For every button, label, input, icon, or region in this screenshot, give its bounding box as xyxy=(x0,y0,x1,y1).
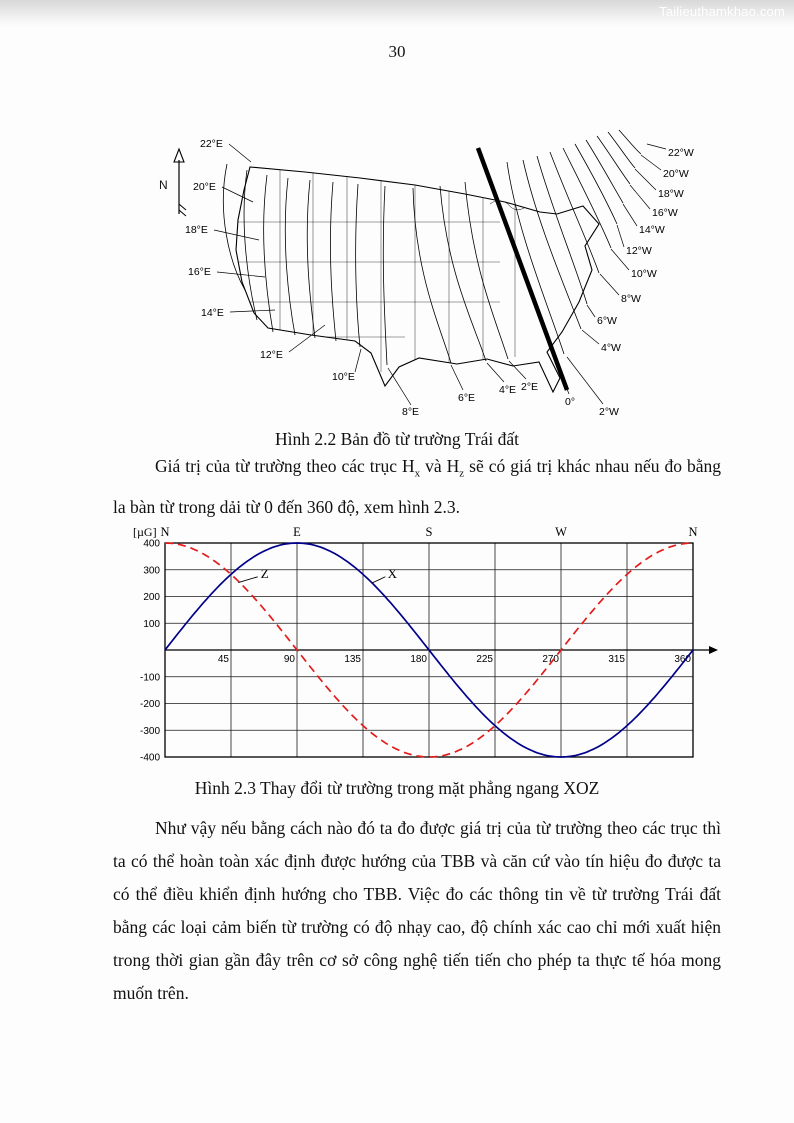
declination-label-8E: 8°E xyxy=(402,406,420,418)
us-declination-map-svg xyxy=(155,122,700,422)
svg-text:-100: -100 xyxy=(139,672,160,684)
svg-text:135: 135 xyxy=(344,654,361,665)
annotation-X: X xyxy=(387,565,398,581)
svg-text:100: 100 xyxy=(143,618,160,630)
declination-label-14E: 14°E xyxy=(201,307,224,319)
declination-label-20W: 20°W xyxy=(663,168,689,180)
figure-2-3-chart xyxy=(130,521,750,777)
declination-label-14W: 14°W xyxy=(639,224,665,236)
declination-label-4E: 4°E xyxy=(499,384,517,396)
declination-label-0: 0° xyxy=(565,396,576,408)
paragraph-1-text: sẽ có giá trị khác nhau nếu đo bằng la bàn từ trong dải từ 0 đến 360 độ, xem hình 2.3. xyxy=(113,456,721,517)
svg-text:-300: -300 xyxy=(139,725,160,737)
declination-label-18E: 18°E xyxy=(185,224,208,236)
agonic-line xyxy=(478,148,567,390)
north-compass xyxy=(159,146,193,224)
declination-label-4W: 4°W xyxy=(601,342,621,354)
annotation-leader-X xyxy=(372,577,386,583)
us-map-outline xyxy=(236,167,599,392)
svg-text:45: 45 xyxy=(217,654,229,665)
svg-text:-400: -400 xyxy=(139,752,160,764)
paragraph-magnetic-values xyxy=(113,450,721,524)
svg-text:360: 360 xyxy=(674,654,691,665)
declination-label-16E: 16°E xyxy=(188,266,211,278)
declination-label-2E: 2°E xyxy=(521,381,539,393)
svg-text:400: 400 xyxy=(143,538,160,550)
compass-north-label: N xyxy=(159,178,168,192)
declination-label-22E: 22°E xyxy=(200,138,223,150)
figure-2-2-map xyxy=(155,122,715,430)
svg-text:200: 200 xyxy=(143,592,160,603)
declination-label-12E: 12°E xyxy=(260,349,283,361)
figure-2-2-caption: Hình 2.2 Bản đồ từ trường Trái đất xyxy=(274,429,520,449)
svg-text:N: N xyxy=(160,525,170,539)
declination-label-22W: 22°W xyxy=(668,147,694,159)
declination-label-18W: 18°W xyxy=(658,188,684,200)
svg-text:E: E xyxy=(293,525,301,539)
subscript-x: x xyxy=(414,467,421,480)
watermark: Tailieuthamkhao.com xyxy=(659,4,785,19)
annotation-Z: Z xyxy=(260,565,269,581)
declination-label-8W: 8°W xyxy=(621,293,641,305)
paragraph-1-text: Giá trị của từ trường theo các trục H xyxy=(155,456,415,476)
svg-text:300: 300 xyxy=(143,565,160,577)
declination-label-20E: 20°E xyxy=(193,181,216,193)
svg-text:[µG]: [µG] xyxy=(133,525,157,539)
declination-chart-svg xyxy=(130,521,750,777)
paragraph-conclusion: Như vậy nếu bằng cách nào đó ta đo được giá trị của từ trường theo các trục thì ta có thể hoàn toàn xác định được hướng của TBB và căn cứ vào tín hiệu đo được ta có thể điều khiển định hướng cho TBB. Việc đo các thông tin về từ trường Trái đất bằng các loại cảm biến từ trường có độ nhạy cao, độ chính xác cao chỉ mới xuất hiện trong thời gian gần đây trên cơ sở công nghệ tiến tiến cho phép ta thực tế hóa mong muốn trên. xyxy=(113,818,721,1003)
declination-label-2W: 2°W xyxy=(599,406,619,418)
label-leader-lines xyxy=(214,144,666,405)
svg-text:S: S xyxy=(425,525,433,539)
paragraph-1-text: và H xyxy=(420,456,460,476)
svg-text:N: N xyxy=(688,525,698,539)
svg-text:W: W xyxy=(555,525,567,539)
page-top-shadow xyxy=(0,0,794,26)
declination-label-16W: 16°W xyxy=(652,207,678,219)
isogonic-lines xyxy=(223,130,641,365)
declination-label-12W: 12°W xyxy=(626,245,652,257)
declination-label-10E: 10°E xyxy=(332,371,355,383)
declination-label-6E: 6°E xyxy=(458,392,476,404)
svg-text:-200: -200 xyxy=(139,699,160,710)
page-number: 30 xyxy=(388,42,406,61)
annotation-leader-Z xyxy=(238,577,257,583)
x-axis-arrow xyxy=(709,646,718,654)
svg-text:180: 180 xyxy=(410,654,427,665)
svg-text:315: 315 xyxy=(608,654,625,665)
declination-label-6W: 6°W xyxy=(597,315,617,327)
svg-text:90: 90 xyxy=(283,654,295,665)
svg-text:270: 270 xyxy=(542,654,559,665)
svg-text:225: 225 xyxy=(476,654,493,665)
figure-2-3-caption: Hình 2.3 Thay đổi từ trường trong mặt phẳng ngang XOZ xyxy=(194,778,600,798)
declination-label-10W: 10°W xyxy=(631,268,657,280)
subscript-z: z xyxy=(459,467,465,480)
state-boundaries xyxy=(233,162,524,372)
